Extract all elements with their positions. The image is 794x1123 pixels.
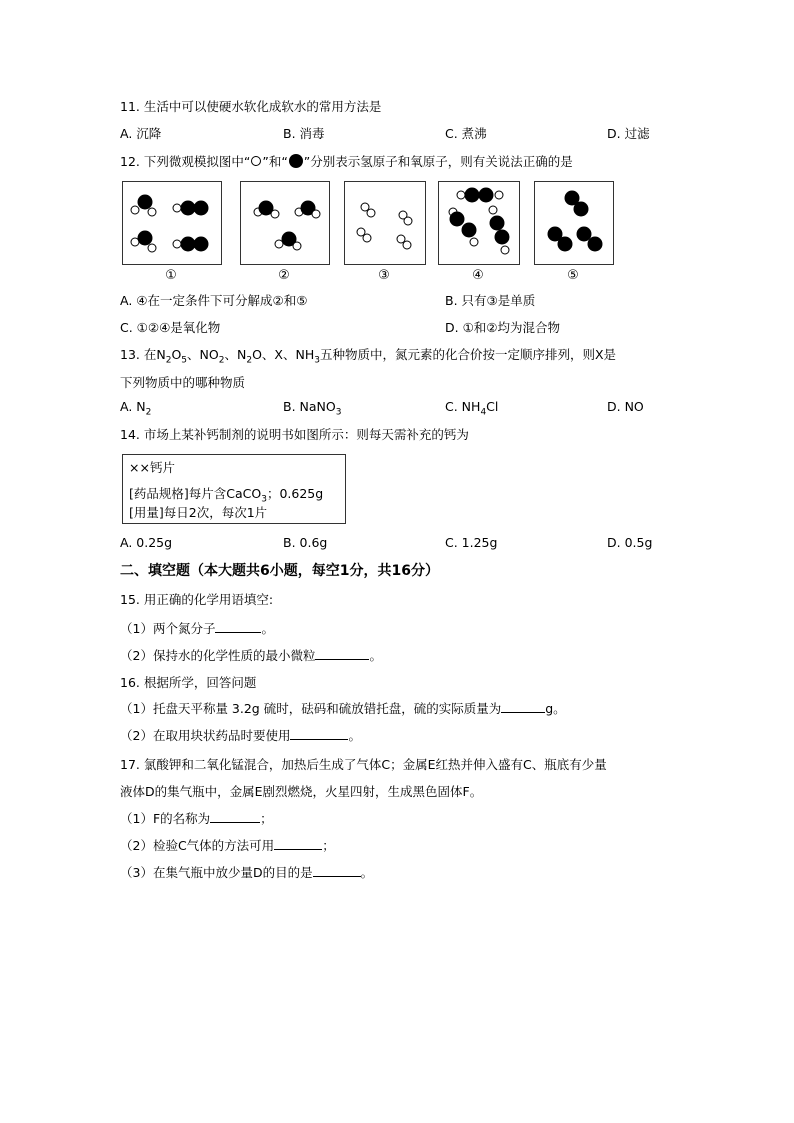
q14-option-b: B. 0.6g [283, 535, 328, 550]
q17-part2: （2）检验C气体的方法可用 ； [120, 838, 335, 853]
q17-part3: （3）在集气瓶中放少量D的目的是 。 [120, 865, 374, 880]
q12-option-b: B. 只有③是单质 [445, 293, 536, 308]
q13-stem-line1: 13. 在$N_2O_5$、$NO_2$、$N_2O$、X、$NH_3$五种物质中，氮元素的化合价按一定顺序排列，则X是 [120, 347, 617, 366]
q14-option-a: A. 0.25g [120, 535, 173, 550]
answer-blank[interactable] [315, 647, 369, 660]
q13-option-d: D. NO [607, 399, 644, 414]
molecule-box-1 [122, 181, 222, 265]
q11-option-b: B. 消毒 [283, 126, 325, 141]
q13-option-a: A. $N_2$ [120, 399, 152, 418]
q15-part1: （1）两个氮分子 。 [120, 621, 274, 636]
calcium-tablet-label-box [122, 454, 346, 524]
molecule-box-2 [240, 181, 330, 265]
oxygen-atom-icon [288, 153, 304, 169]
answer-blank[interactable] [274, 837, 322, 850]
box-label-1: ① [165, 268, 177, 283]
hydrogen-atom-icon [250, 155, 262, 167]
box-label-4: ④ [472, 268, 484, 283]
section-title: 二、填空题（本大题共6小题，每空1分，共16分） [120, 563, 439, 579]
molecule-box-3 [344, 181, 426, 265]
q17-stem-line1: 17. 氯酸钾和二氧化锰混合，加热后生成了气体C；金属E红热并伸入盛有C、瓶底有少量 [120, 757, 607, 772]
q12-option-c: C. ①②④是氧化物 [120, 320, 221, 335]
q16-part1: （1）托盘天平称量 3.2g 硫时，砝码和硫放错托盘，硫的实际质量为 g。 [120, 701, 566, 716]
q11-option-a: A. 沉降 [120, 126, 162, 141]
answer-blank[interactable] [290, 727, 348, 740]
q11-option-c: C. 煮沸 [445, 126, 487, 141]
box-label-3: ③ [378, 268, 390, 283]
q16-stem: 16. 根据所学，回答问题 [120, 675, 257, 690]
q12-option-a: A. ④在一定条件下可分解成②和⑤ [120, 293, 308, 308]
q14-stem: 14. 市场上某补钙制剂的说明书如图所示：则每天需补充的钙为 [120, 427, 469, 442]
molecule-box-5 [534, 181, 614, 265]
q13-option-c: C. $NH_4Cl$ [445, 399, 499, 418]
q11-option-d: D. 过滤 [607, 126, 650, 141]
molecule-box-4 [438, 181, 520, 265]
box-label-5: ⑤ [567, 268, 579, 283]
q16-part2: （2）在取用块状药品时要使用 。 [120, 728, 361, 743]
q17-stem-line2: 液体D的集气瓶中，金属E剧烈燃烧，火星四射，生成黑色固体F。 [120, 784, 483, 799]
answer-blank[interactable] [501, 700, 545, 713]
answer-blank[interactable] [215, 620, 261, 633]
answer-blank[interactable] [313, 864, 361, 877]
box-label-2: ② [278, 268, 290, 283]
q15-stem: 15. 用正确的化学用语填空: [120, 592, 274, 607]
answer-blank[interactable] [210, 810, 260, 823]
q17-part1: （1）F的名称为 ； [120, 811, 273, 826]
spec-dosage-content: [药品规格]每片含CaCO$_3$；0.625g [129, 486, 324, 505]
q15-part2: （2）保持水的化学性质的最小微粒 。 [120, 648, 382, 663]
q14-option-d: D. 0.5g [607, 535, 653, 550]
q13-stem-line2: 下列物质中的哪种物质 [120, 375, 246, 390]
spec-title: ××钙片 [129, 460, 175, 475]
q12-stem: 12. 下列微观模拟图中“ ”和“ ”分别表示氢原子和氧原子，则有关说法正确的是 [120, 154, 573, 169]
q12-option-d: D. ①和②均为混合物 [445, 320, 560, 335]
spec-usage: [用量]每日2次，每次1片 [129, 505, 268, 520]
q14-option-c: C. 1.25g [445, 535, 498, 550]
q13-option-b: B. NaNO$_3$ [283, 399, 342, 418]
q11-stem: 11. 生活中可以使硬水软化成软水的常用方法是 [120, 99, 382, 114]
